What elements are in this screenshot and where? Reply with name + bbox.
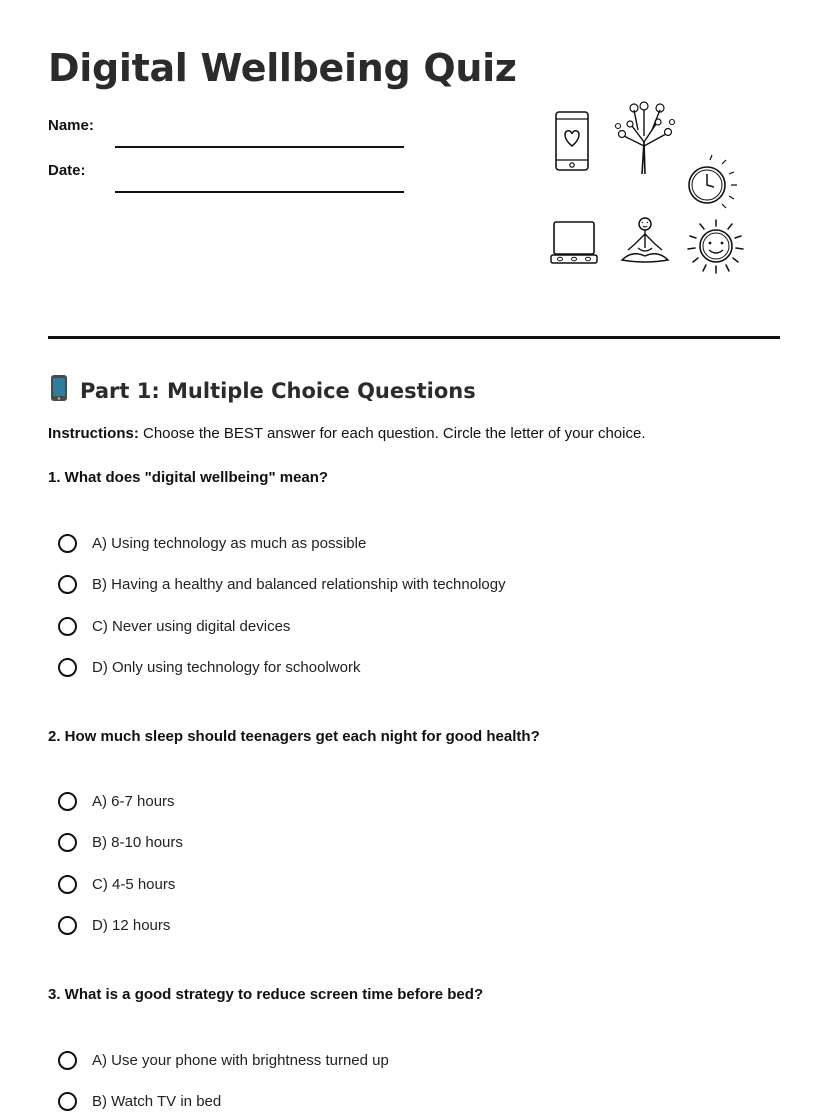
radio-circle[interactable] xyxy=(58,833,77,852)
question-3-option-a[interactable] xyxy=(58,1048,389,1072)
smiling-sun-icon xyxy=(684,216,748,280)
question-3: 3. What is a good strategy to reduce screen time before bed? xyxy=(48,986,484,1003)
option-label: B) Having a healthy and balanced relationship with technology xyxy=(92,575,506,593)
radio-circle[interactable] xyxy=(58,658,77,677)
radio-circle[interactable] xyxy=(58,1092,77,1111)
option-label: A) 6-7 hours xyxy=(92,792,175,810)
part1-heading xyxy=(48,374,476,407)
question-2-option-a[interactable] xyxy=(58,789,175,813)
meditation-icon xyxy=(618,214,672,268)
question-2-option-c[interactable] xyxy=(58,872,175,896)
clock-icon xyxy=(682,154,740,212)
radio-circle[interactable] xyxy=(58,575,77,594)
radio-circle[interactable] xyxy=(58,792,77,811)
name-label: Name: xyxy=(48,117,94,134)
radio-circle[interactable] xyxy=(58,534,77,553)
radio-circle[interactable] xyxy=(58,916,77,935)
option-label: D) Only using technology for schoolwork xyxy=(92,658,361,676)
part1-heading-text: Part 1: Multiple Choice Questions xyxy=(80,378,476,403)
question-2: 2. How much sleep should teenagers get each night for good health? xyxy=(48,728,540,745)
option-label: B) Watch TV in bed xyxy=(92,1092,222,1110)
radio-circle[interactable] xyxy=(58,617,77,636)
question-3-option-b[interactable] xyxy=(58,1089,221,1113)
smartphone-heart-icon xyxy=(554,110,590,172)
date-input-line[interactable] xyxy=(115,191,404,193)
question-1: 1. What does "digital wellbeing" mean? xyxy=(48,469,329,486)
question-1-option-d[interactable] xyxy=(58,655,360,679)
instructions-text: Choose the BEST answer for each question. Circle the letter of your choice. xyxy=(138,425,646,442)
mobile-phone-icon xyxy=(48,374,70,407)
radio-circle[interactable] xyxy=(58,1051,77,1070)
option-label: A) Using technology as much as possible xyxy=(92,534,367,552)
radio-circle[interactable] xyxy=(58,875,77,894)
question-1-option-c[interactable] xyxy=(58,614,290,638)
page-title: Digital Wellbeing Quiz xyxy=(48,46,517,90)
option-label: C) 4-5 hours xyxy=(92,875,176,893)
date-field-row xyxy=(48,162,404,179)
option-label: B) 8-10 hours xyxy=(92,833,183,851)
instructions-label: Instructions: xyxy=(48,425,139,442)
name-field-row xyxy=(48,117,404,134)
name-input-line[interactable] xyxy=(115,146,404,148)
question-2-option-b[interactable] xyxy=(58,830,183,854)
question-2-option-d[interactable] xyxy=(58,913,170,937)
section-divider xyxy=(48,336,780,339)
option-label: D) 12 hours xyxy=(92,916,171,934)
option-label: A) Use your phone with brightness turned up xyxy=(92,1051,389,1069)
question-1-option-b[interactable] xyxy=(58,572,506,596)
question-1-option-a[interactable] xyxy=(58,531,366,555)
date-label: Date: xyxy=(48,162,86,179)
wellbeing-icons xyxy=(548,92,758,282)
tree-icon xyxy=(612,96,678,176)
instructions xyxy=(48,425,646,442)
option-label: C) Never using digital devices xyxy=(92,617,291,635)
laptop-icon xyxy=(550,218,598,266)
